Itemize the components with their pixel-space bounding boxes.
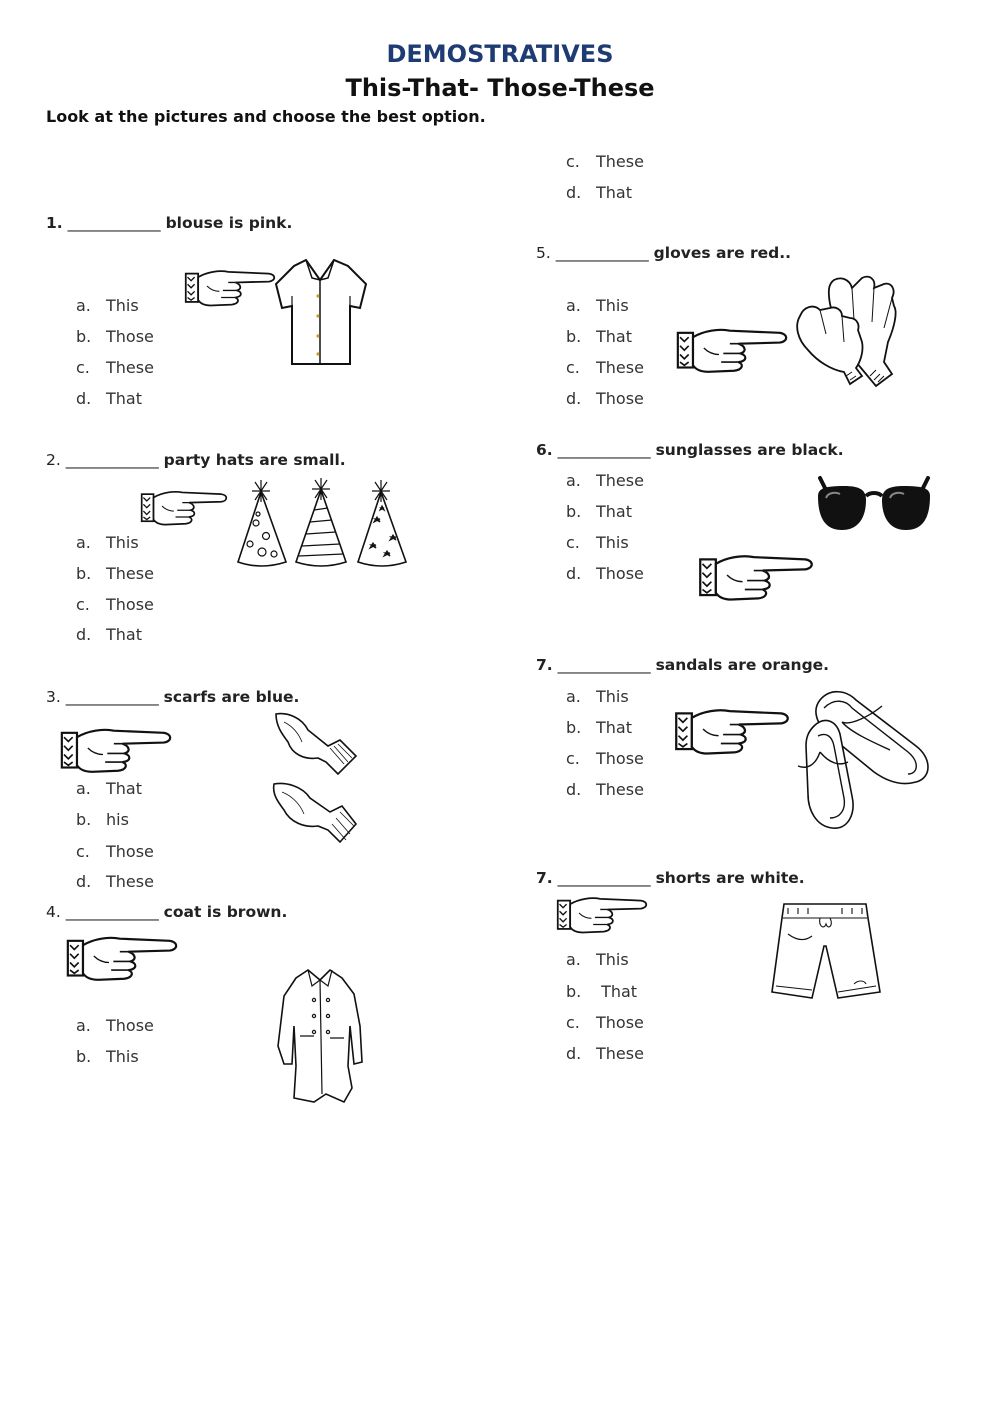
question-text: blouse is pink. [165,214,293,232]
q7-option-d[interactable] [566,780,644,799]
q1-option-a[interactable] [76,296,139,315]
q6-option-a[interactable] [566,471,644,490]
option-letter: a. [566,471,581,490]
q2-option-a[interactable] [76,533,139,552]
q4-option-d[interactable] [566,183,632,202]
sandals-icon [790,686,934,832]
option-text: That [596,718,632,737]
question-number: 3. [46,688,61,706]
option-text: These [106,564,154,583]
option-letter: a. [76,296,91,315]
q1-option-d[interactable] [76,389,142,408]
option-letter: b. [566,718,582,737]
q4-option-b[interactable] [76,1047,139,1066]
option-letter: b. [566,502,582,521]
q4-option-c[interactable] [566,152,644,171]
page-title: DEMOSTRATIVES [386,40,614,68]
option-text: This [106,1047,139,1066]
question-number: 6. [536,441,553,459]
pointing-hand-icon [58,722,174,774]
option-letter: c. [566,533,580,552]
scarf-icon [268,712,358,860]
answer-blank: ____________ [555,244,649,262]
option-text: This [596,296,629,315]
option-text: Those [106,1016,154,1035]
question-text: gloves are red.. [653,244,792,262]
option-letter: b. [76,327,92,346]
q1-option-b[interactable] [76,327,154,346]
pointing-hand-icon [184,262,276,310]
pointing-hand-icon [140,484,228,528]
option-letter: c. [566,1013,580,1032]
q5-option-c[interactable] [566,358,644,377]
pointing-hand-icon [556,890,648,936]
pointing-hand-icon [64,930,180,982]
pointing-hand-icon [674,702,790,756]
option-text: Those [596,1013,644,1032]
option-letter: c. [566,749,580,768]
q7-option-a[interactable] [566,687,629,706]
option-text: These [596,780,644,799]
question-text: coat is brown. [163,903,288,921]
option-letter: a. [76,779,91,798]
answer-blank: ____________ [557,869,651,887]
q3-option-b[interactable] [76,810,129,829]
question-number: 1. [46,214,63,232]
q3-option-a[interactable] [76,779,142,798]
option-letter: c. [76,842,90,861]
option-text: This [596,533,629,552]
option-letter: c. [566,358,580,377]
question-number: 5. [536,244,551,262]
option-letter: b. [76,1047,92,1066]
option-text: Those [596,749,644,768]
option-letter: c. [76,358,90,377]
option-letter: a. [566,687,581,706]
q8-option-c[interactable] [566,1013,644,1032]
option-text: That [596,183,632,202]
option-letter: a. [76,533,91,552]
option-letter: c. [566,152,580,171]
gloves-icon [790,272,902,394]
instructions: Look at the pictures and choose the best option. [46,107,486,126]
option-text: That [596,982,638,1001]
option-text: That [106,625,142,644]
question-3 [46,688,299,706]
option-letter: d. [566,564,582,583]
question-number: 7. [536,656,553,674]
option-text: That [106,779,142,798]
option-text: Those [106,327,154,346]
q7-option-c[interactable] [566,749,644,768]
option-letter: b. [76,564,92,583]
option-letter: d. [566,1044,582,1063]
pointing-hand-icon [698,548,814,602]
option-text: This [596,950,629,969]
pointing-hand-icon [674,322,790,374]
q3-option-d[interactable] [76,872,154,891]
q2-option-d[interactable] [76,625,142,644]
q8-option-a[interactable] [566,950,629,969]
question-6 [536,441,844,459]
q4-option-a[interactable] [76,1016,154,1035]
option-letter: c. [76,595,90,614]
question-text: scarfs are blue. [163,688,300,706]
q3-option-c[interactable] [76,842,154,861]
question-7 [536,656,829,674]
q1-option-c[interactable] [76,358,154,377]
option-letter: d. [566,183,582,202]
question-number: 7. [536,869,553,887]
option-letter: b. [566,327,582,346]
option-letter: a. [566,950,581,969]
sunglasses-icon [814,472,934,538]
question-text: sandals are orange. [655,656,830,674]
question-number: 4. [46,903,61,921]
party-hats-icon [234,478,410,572]
q8-option-b[interactable] [566,982,637,1001]
option-letter: a. [76,1016,91,1035]
option-text: These [596,471,644,490]
option-text: That [596,502,632,521]
question-4 [46,903,287,921]
answer-blank: ____________ [65,451,159,469]
answer-blank: ____________ [65,688,159,706]
option-text: These [596,358,644,377]
q7-option-b[interactable] [566,718,632,737]
option-text: This [106,533,139,552]
q8-option-d[interactable] [566,1044,644,1063]
blouse-icon [272,256,368,368]
option-text: That [596,327,632,346]
question-text: party hats are small. [163,451,346,469]
q6-option-b[interactable] [566,502,632,521]
option-letter: a. [566,296,581,315]
option-text: This [106,296,139,315]
shorts-icon [768,900,882,1002]
option-text: This [596,687,629,706]
question-1 [46,214,292,232]
option-text: Those [596,564,644,583]
option-text: Those [106,842,154,861]
question-8 [536,869,805,887]
q6-option-c[interactable] [566,533,629,552]
option-text: Those [106,595,154,614]
q5-option-a[interactable] [566,296,629,315]
option-text: his [106,810,129,829]
question-number: 2. [46,451,61,469]
option-text: These [106,358,154,377]
option-text: Those [596,389,644,408]
answer-blank: ____________ [65,903,159,921]
option-letter: d. [76,625,92,644]
option-letter: d. [76,389,92,408]
option-letter: d. [566,389,582,408]
option-letter: b. [566,982,582,1001]
question-text: shorts are white. [655,869,805,887]
q5-option-d[interactable] [566,389,644,408]
option-letter: b. [76,810,92,829]
answer-blank: ____________ [67,214,161,232]
q5-option-b[interactable] [566,327,632,346]
q2-option-c[interactable] [76,595,154,614]
page-subtitle: This-That- Those-These [345,74,655,102]
option-letter: d. [566,780,582,799]
option-text: These [596,152,644,171]
coat-icon [274,966,366,1106]
question-2 [46,451,346,469]
q6-option-d[interactable] [566,564,644,583]
option-letter: d. [76,872,92,891]
option-text: That [106,389,142,408]
answer-blank: ____________ [557,656,651,674]
option-text: These [596,1044,644,1063]
answer-blank: ____________ [557,441,651,459]
q2-option-b[interactable] [76,564,154,583]
option-text: These [106,872,154,891]
question-text: sunglasses are black. [655,441,844,459]
question-5 [536,244,791,262]
